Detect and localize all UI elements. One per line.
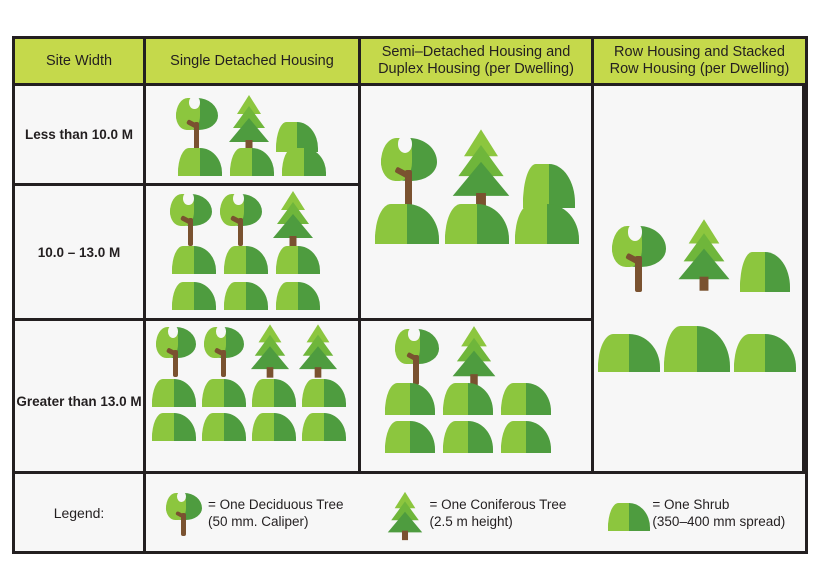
coniferous-tree-icon	[676, 218, 732, 292]
shrub-icon	[224, 246, 268, 274]
shrub-icon	[385, 421, 435, 453]
requirements-table	[12, 36, 808, 554]
deciduous-tree-icon	[381, 138, 437, 208]
row-label-less-than-10: Less than 10.0 M	[15, 86, 143, 186]
column-header-single-detached: Single Detached Housing	[146, 39, 361, 83]
deciduous-tree-icon	[204, 327, 244, 377]
cell-semi-detached-less-than-13	[361, 86, 591, 321]
coniferous-tree-icon	[449, 128, 513, 210]
legend-item-deciduous	[164, 487, 343, 539]
shrub-icon	[224, 282, 268, 310]
coniferous-tree-icon	[385, 487, 429, 539]
shrub-icon	[152, 413, 196, 441]
cell-single-detached-less-than-10	[146, 86, 358, 186]
shrub-icon	[302, 379, 346, 407]
cell-single-detached-10-to-13	[146, 186, 358, 321]
shrub-icon	[302, 413, 346, 441]
column-header-semi-detached: Semi–Detached Housing and Duplex Housing (per Dwelling)	[361, 39, 594, 83]
shrub-icon	[202, 379, 246, 407]
legend-line-2: (350–400 mm spread)	[652, 513, 786, 529]
legend-line-2: (50 mm. Caliper)	[208, 513, 309, 529]
deciduous-tree-icon	[164, 487, 208, 539]
deciduous-tree-icon	[176, 98, 218, 150]
legend-text-coniferous	[429, 496, 566, 530]
legend-line-1: = One Shrub	[652, 496, 730, 512]
coniferous-tree-icon	[298, 323, 338, 379]
shrub-icon	[375, 204, 439, 244]
deciduous-tree-icon	[156, 327, 196, 377]
row-label-greater-than-13: Greater than 13.0 M	[15, 321, 143, 484]
shrub-icon	[598, 334, 660, 372]
shrub-icon	[443, 421, 493, 453]
shrub-icon	[276, 282, 320, 310]
shrub-icon	[172, 282, 216, 310]
deciduous-tree-icon	[220, 194, 262, 246]
shrub-icon	[172, 246, 216, 274]
coniferous-tree-icon	[228, 94, 270, 152]
row-label-10-to-13: 10.0 – 13.0 M	[15, 186, 143, 321]
shrub-icon	[734, 334, 796, 372]
deciduous-tree-icon	[612, 226, 666, 292]
legend-line-1: = One Deciduous Tree	[208, 496, 344, 512]
legend-item-coniferous	[385, 487, 566, 539]
shrub-icon	[515, 204, 579, 244]
column-header-site-width: Site Width	[15, 39, 146, 83]
cell-single-detached-greater-than-13	[146, 321, 358, 484]
legend-item-shrub	[608, 487, 785, 539]
shrub-icon	[252, 379, 296, 407]
deciduous-tree-icon	[395, 329, 439, 385]
legend-row	[15, 471, 805, 551]
shrub-icon	[178, 148, 222, 176]
shrub-icon	[740, 252, 790, 292]
shrub-icon	[445, 204, 509, 244]
coniferous-tree-icon	[250, 323, 290, 379]
shrub-icon	[443, 383, 493, 415]
cell-semi-detached-greater-than-13	[361, 321, 591, 484]
shrub-icon	[608, 487, 652, 539]
shrub-icon	[202, 413, 246, 441]
shrub-icon	[664, 326, 730, 372]
shrub-icon	[523, 164, 575, 208]
legend-text-shrub	[652, 496, 785, 530]
column-header-row-housing: Row Housing and Stacked Row Housing (per Dwelling)	[594, 39, 805, 83]
legend-line-1: = One Coniferous Tree	[429, 496, 567, 512]
table-body	[15, 86, 805, 551]
shrub-icon	[152, 379, 196, 407]
legend-items	[146, 474, 820, 551]
shrub-icon	[230, 148, 274, 176]
legend-text-deciduous	[208, 496, 343, 530]
shrub-icon	[385, 383, 435, 415]
shrub-icon	[501, 421, 551, 453]
shrub-icon	[276, 246, 320, 274]
legend-label: Legend:	[15, 474, 146, 551]
legend-line-2: (2.5 m height)	[429, 513, 513, 529]
deciduous-tree-icon	[170, 194, 212, 246]
shrub-icon	[501, 383, 551, 415]
coniferous-tree-icon	[451, 325, 497, 387]
shrub-icon	[282, 148, 326, 176]
coniferous-tree-icon	[272, 190, 314, 248]
table-header-row	[15, 39, 805, 86]
shrub-icon	[252, 413, 296, 441]
